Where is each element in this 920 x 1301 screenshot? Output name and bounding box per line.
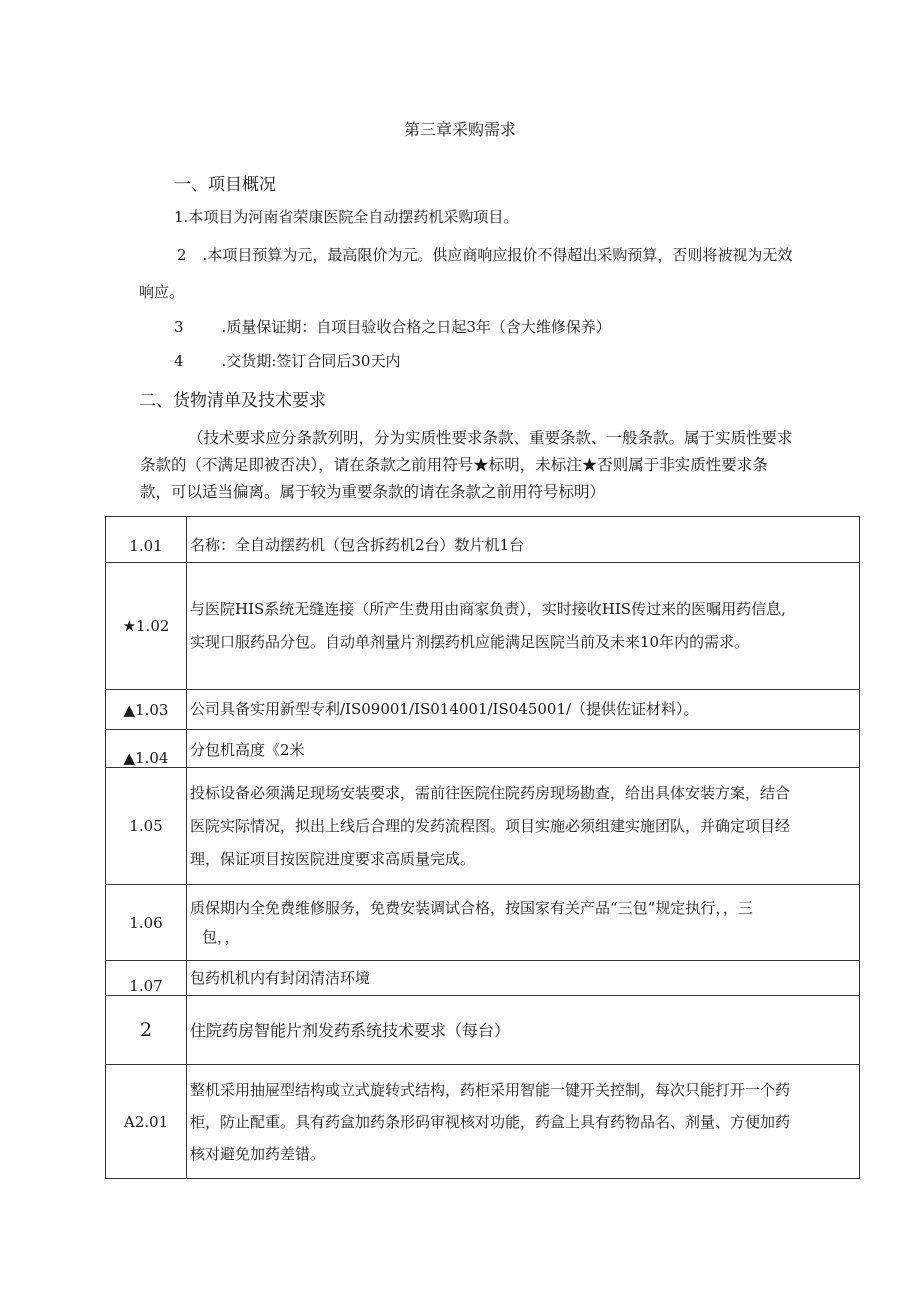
row-text: 分包机高度《2米 xyxy=(187,730,860,768)
row-text: 住院药房智能片剂发药系统技术要求（每台） xyxy=(187,996,860,1065)
technical-note-line: （技术要求应分条款列明，分为实质性要求条款、重要条款、一般条款。属于实质性要求 xyxy=(188,429,793,447)
row-number: 1.05 xyxy=(106,768,187,885)
technical-note xyxy=(140,425,860,506)
row-number: 2 xyxy=(106,996,187,1065)
overview-item-3: 3 .质量保证期：自项目验收合格之日起3年（含大维修保养） xyxy=(174,318,611,336)
overview-item-2-continued: 响应。 xyxy=(139,283,185,301)
requirements-table xyxy=(105,516,860,1179)
overview-item-1: 1.本项目为河南省荣康医院全自动摆药机采购项目。 xyxy=(174,208,519,226)
row-number: 1.06 xyxy=(106,885,187,961)
section-heading-overview: 一、项目概况 xyxy=(174,175,276,195)
row-number: ▲1.03 xyxy=(106,690,187,730)
section-heading-goods: 二、货物清单及技术要求 xyxy=(139,391,326,411)
row-number: ▲1.04 xyxy=(106,730,187,768)
row-text: 质保期内全免费维修服务，免费安装调试合格，按国家有关产品“三包”规定执行，，三 包，， xyxy=(187,885,860,961)
table-row xyxy=(106,730,860,768)
table-row xyxy=(106,961,860,996)
row-text: 整机采用抽屉型结构或立式旋转式结构，药柜采用智能一键开关控制，每次只能打开一个药 柜，防止配重。具有药盒加药条形码审视核对功能，药盒上具有药物品名、剂量、方便加药 核对避免加药差错。 xyxy=(187,1065,860,1179)
table-row xyxy=(106,768,860,885)
row-text: 包药机机内有封闭清洁环境 xyxy=(187,961,860,996)
page-title: 第三章采购需求 xyxy=(403,120,516,139)
table-row xyxy=(106,1065,860,1179)
row-text: 投标设备必须满足现场安装要求，需前往医院住院药房现场勘查，给出具体安装方案，结合 医院实际情况，拟出上线后合理的发药流程图。项目实施必须组建实施团队，并确定项目经 理，保证项目按医院进度要求高质量完成。 xyxy=(187,768,860,885)
row-number: A2.01 xyxy=(106,1065,187,1179)
table-row xyxy=(106,885,860,961)
row-number: ★1.02 xyxy=(106,563,187,690)
table-row xyxy=(106,563,860,690)
row-number: 1.07 xyxy=(106,961,187,996)
row-number: 1.01 xyxy=(106,517,187,563)
overview-item-2: 2 .本项目预算为元，最高限价为元。供应商响应报价不得超出采购预算，否则将被视为无效 xyxy=(177,246,793,264)
table-row xyxy=(106,690,860,730)
technical-note-line: 条款的（不满足即被否决），请在条款之前用符号★标明，未标注★否则属于非实质性要求条 xyxy=(140,456,768,474)
row-text: 与医院HIS系统无缝连接（所产生费用由商家负责），实时接收HIS传过来的医嘱用药信息, 实现口服药品分包。自动单剂量片剂摆药机应能满足医院当前及未来10年内的需求。 xyxy=(187,563,860,690)
row-text: 公司具备实用新型专利/IS09001/IS014001/IS045001/（提供佐证材料）。 xyxy=(187,690,860,730)
table-row xyxy=(106,517,860,563)
technical-note-line: 款，可以适当偏离。属于较为重要条款的请在条款之前用符号标明） xyxy=(140,483,606,501)
table-row xyxy=(106,996,860,1065)
overview-item-4: 4 .交货期:签订合同后30天内 xyxy=(174,352,401,370)
row-text: 名称：全自动摆药机（包含拆药机2台）数片机1台 xyxy=(187,517,860,563)
